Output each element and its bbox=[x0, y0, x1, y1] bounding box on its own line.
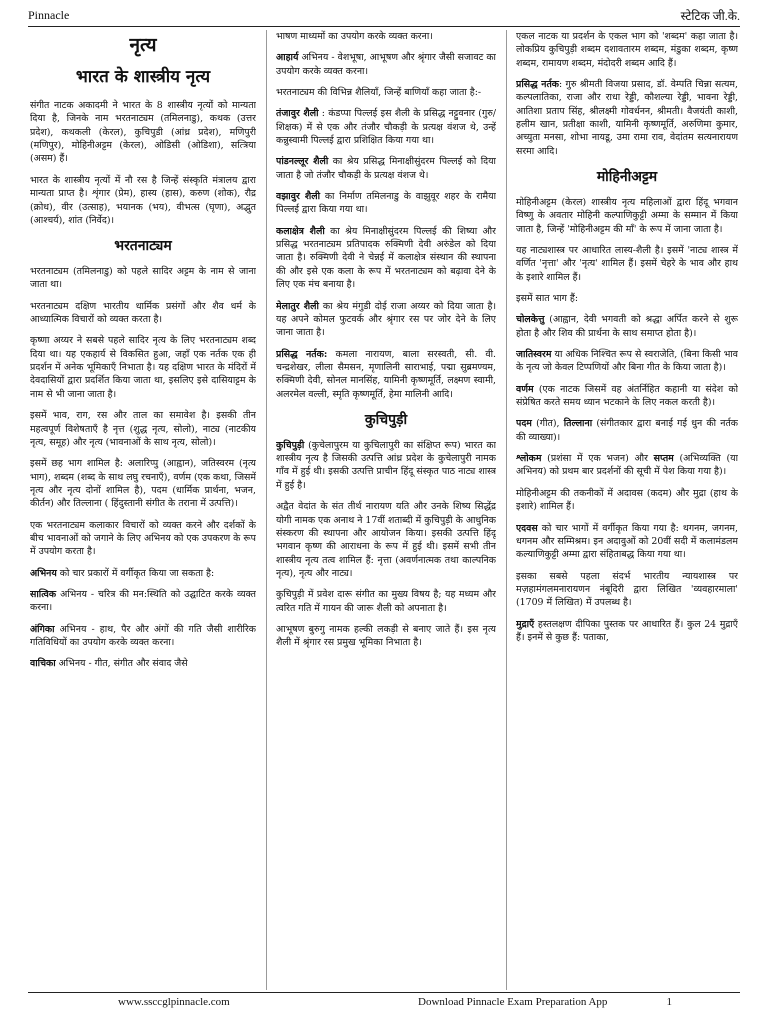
paragraph: कृष्णा अय्यर ने सबसे पहले सादिर नृत्य के लिए भरतनाट्यम शब्द दिया था। यह एकहार्य से विकसित हुआ, जहाँ एक नर्तक एक ही प्रदर्शन में अनेक भूमिकाएँ निभाता है। यह दक्षिण भारत के मंदिरों में देवदासियों द्वारा प्रदर्शित किया जाता था, इसलिए इसे दासियाट्टम के नाम से भी जाना जाता है। bbox=[30, 335, 256, 400]
paragraph bbox=[276, 51, 496, 78]
term: तंजावुर शैली bbox=[276, 108, 319, 120]
paragraph: भाषण माध्यमों का उपयोग करके व्यक्त करना। bbox=[276, 31, 433, 42]
term: अभिनय bbox=[30, 567, 57, 579]
text: (प्रशंसा में एक भजन) और bbox=[541, 453, 654, 465]
text: को चार प्रकारों में वर्गीकृत किया जा सकता है: bbox=[56, 567, 215, 579]
page-title: नृत्य bbox=[129, 34, 157, 56]
paragraph bbox=[516, 522, 738, 562]
footer-rule bbox=[28, 992, 740, 993]
term: आहार्य bbox=[276, 52, 299, 64]
text: (अभिव्यक्ति (या अभिनय) को प्रथम बार प्रदर्शनों की सूची में पेश किया गया है)। bbox=[516, 453, 738, 478]
column-divider bbox=[266, 30, 267, 990]
term: मुद्राएँ bbox=[516, 618, 535, 630]
text: का श्रेय प्रसिद्ध मिनाक्षीसुंदरम पिल्लई को दिया जाता है जो तंजौर चौकड़ी के प्रत्यक्ष वंशज थे। bbox=[276, 156, 496, 181]
paragraph bbox=[516, 618, 738, 645]
text: का श्रेय मंगुडी दोई राजा अय्यर को दिया जाता है। यह अपने कोमल फुटवर्क और श्रृंगार रस पर जोर देने के लिए जाना जाता है। bbox=[276, 300, 496, 339]
paragraph: भारत के शास्त्रीय नृत्यों में नौ रस है जिन्हें संस्कृति मंत्रालय द्वारा मान्यता प्राप्त है। शृंगार (प्रेम), हास्य (हास), करुण (शोक), रौद्र (क्रोध), वीर (उत्साह), भयानक (भय), वीभत्स (घृणा), अद्भुत (आश्चर्य), शांत (निर्वेद)। bbox=[30, 174, 256, 226]
text: अभिनय - चरित्र की मन:स्थिति को उद्घाटित करके व्यक्त करना। bbox=[30, 588, 256, 614]
text: का निर्माण तमिलनाडु के वाझुवूर शहर के रामैया पिल्लई द्वारा किया गया था। bbox=[276, 191, 496, 216]
paragraph: एक भरतनाट्यम कलाकार विचारों को व्यक्त करने और दर्शकों के बीच भावनाओं को जगाने के लिए अभिनय को एक उपकरण के रूप में उपयोग करता है। bbox=[30, 519, 256, 558]
page-number: 1 bbox=[666, 996, 672, 1008]
text: (संगीतकार द्वारा बनाई गई धुन की नर्तक की व्याख्या)। bbox=[516, 418, 738, 443]
term: चोलकेत्तु bbox=[516, 314, 545, 326]
paragraph bbox=[276, 439, 496, 492]
section-heading-mohiniyattam: मोहिनीअट्टम bbox=[596, 169, 658, 186]
term: एदवस bbox=[516, 522, 538, 534]
paragraph: इसमें सात भाग हैं: bbox=[516, 293, 579, 305]
paragraph bbox=[276, 107, 496, 147]
term: वाचिका bbox=[30, 658, 56, 670]
paragraph: संगीत नाटक अकादमी ने भारत के 8 शास्त्रीय नृत्यों को मान्यता दिया है, जिनके नाम भरतनाट्यम (तमिलनाडु), कथक (उत्तर प्रदेश), कथकली (केरल), कुचिपुडी (आंध्र प्रदेश), मणिपुरी (मणिपुर), मोहिनीअट्टम (केरल), ओडिसी (ओडिशा), सत्त्रिया (असम) हैं। bbox=[30, 100, 256, 165]
header-section: स्टेटिक जी.के. bbox=[680, 8, 740, 23]
section-heading-kuchipudi: कुचिपुड़ी bbox=[364, 411, 408, 428]
paragraph bbox=[516, 78, 738, 158]
header-rule bbox=[28, 26, 740, 27]
term: कलाक्षेत्र शैली bbox=[276, 225, 325, 237]
term: मेलातुर शैली bbox=[276, 300, 319, 312]
term: प्रसिद्ध नर्तक: bbox=[276, 348, 328, 360]
footer-website[interactable]: www.ssccglpinnacle.com bbox=[118, 996, 230, 1008]
paragraph bbox=[276, 300, 496, 340]
header-brand: Pinnacle bbox=[28, 7, 70, 22]
term: तिल्लाना bbox=[563, 418, 593, 430]
section-heading-bharatanatyam: भरतनाट्यम bbox=[114, 238, 172, 255]
term: अंगिका bbox=[30, 623, 55, 635]
text: (गीत), bbox=[531, 418, 564, 430]
text: (एक नाटक जिसमें वह अंतर्निहित कहानी या संदेश को संप्रेषित करते समय ध्यान भटकाने के लिए नकल करती है)। bbox=[516, 383, 738, 409]
paragraph bbox=[516, 313, 738, 340]
page-footer bbox=[28, 996, 740, 1012]
paragraph bbox=[30, 588, 256, 615]
text: (कुचेलापुरम या कुचिलापुरी का संक्षिप्त रूप) भारत का शास्त्रीय नृत्य है जिसकी उत्पत्ति आंध्र प्रदेश के कुचेलापुरी नामक गाँव में हुई थी। इसकी उत्पत्ति प्राचीन हिंदू संस्कृत पाठ नाट्य शास्त्र में हुई है। bbox=[276, 439, 496, 491]
paragraph bbox=[516, 348, 738, 375]
paragraph bbox=[276, 225, 496, 292]
paragraph: आभूषण बुरुगु नामक हल्की लकड़ी से बनाए जाते हैं। इस नृत्य शैली में श्रृंगार रस प्रमुख भूमिका निभाता है। bbox=[276, 623, 496, 649]
paragraph: भरतनाट्यम दक्षिण भारतीय धार्मिक प्रसंगों और शैव धर्म के आध्यात्मिक विचारों को व्यक्त करता है। bbox=[30, 300, 256, 326]
paragraph bbox=[276, 155, 496, 182]
term: पांडनल्लूर शैली bbox=[276, 156, 329, 168]
text: या अधिक निश्चित रूप से स्वराजेति, (बिना किसी भाव के नृत्य जो केवल टिप्पणियों और बिना गीत के किया जाता है)। bbox=[516, 349, 738, 374]
column-1 bbox=[30, 30, 256, 990]
paragraph: इसमें भाव, राग, रस और ताल का समावेश है। इसकी तीन महत्वपूर्ण विशेषताएँ है नृत्त (शुद्ध नृत्य, सोलो), नाट्य (नाटकीय नृत्य, समूह) और नृत्य (भावनाओं के साथ नृत्य, सोलो)। bbox=[30, 410, 256, 448]
paragraph: इसका सबसे पहला संदर्भ भारतीय न्यायशास्त्र पर मज़हामंगलमनारायणन नंबूदिरी द्वारा लिखित 'व्यवहारमाला' (1709 में लिखित) में उपलब्ध है। bbox=[516, 570, 738, 609]
text: (आह्वान, देवी भगवती को श्रद्धा अर्पित करने से शुरू होता है और शिव की प्रार्थना के साथ समाप्त होता है)। bbox=[516, 314, 738, 339]
paragraph: अद्वैत वेदांत के संत तीर्थ नारायण यति और उनके शिष्य सिद्धेंद्र योगी नामक एक अनाथ ने 17वीं शताब्दी में कुचिपुड़ी के आधुनिक संस्करण की स्थापना और आयोजन किया। इसकी उत्पत्ति हिंदू भगवान कृष्ण की आराधना के रूप में हुई थी। इसमें सभी तीन शास्त्रीय नृत्य तत्व शामिल हैं: नृत्ता (अवर्णनात्मक तथा काल्पनिक नृत्य), नृत्य और नाट्य। bbox=[276, 501, 496, 579]
text: कमला नारायण, बाला सरस्वती, सी. वी. चन्द्रशेखर, लीला सैमसन, मृणालिनी साराभाई, पद्मा सुब्रमण्यम, रुक्मिणी देवी, सोनल मानसिंह, यामिनी कृष्णमूर्ति, लक्ष्मण स्वामी, अलरमेल वल्ली, स्मृति कृष्णमूर्ति, हेमा मालिनी आदि। bbox=[276, 348, 496, 400]
term: जातिस्वरम bbox=[516, 349, 552, 361]
paragraph: भरतनाट्यम की विभिन्न शैलियाँ, जिन्हें बाणियाँ कहा जाता है:- bbox=[276, 87, 482, 99]
term: सात्विक bbox=[30, 588, 57, 600]
column-3 bbox=[516, 30, 738, 990]
paragraph: एकल नाटक या प्रदर्शन के एकल भाग को 'शब्दम' कहा जाता है। लोकप्रिय कुचिपुड़ी शब्दम दशावतारम शब्दम, मंडुका शब्दम, कृष्ण शब्दम, रामायण शब्दम, मंदोदरी शब्दम आदि हैं। bbox=[516, 31, 738, 69]
term: सप्तम bbox=[653, 453, 674, 465]
column-2 bbox=[276, 30, 496, 990]
text: का श्रेय मिनाक्षीसुंदरम पिल्लई की शिष्या और प्रसिद्ध भरतनाट्यम प्रतिपादक रुक्मिणी देवी अरुंडेल को दिया जाता है। रुक्मिणी देवी ने चेन्नई में कलाक्षेत्र संस्थान की स्थापना की और इसे एक कला के रूप में भरतनाट्यम को बढ़ावा देने के लिए एक मंच बनाया है। bbox=[276, 225, 496, 291]
term: प्रसिद्ध नर्तक bbox=[516, 79, 559, 91]
column-divider bbox=[506, 30, 507, 990]
term: श्लोकम bbox=[516, 453, 542, 465]
footer-app-promo: Download Pinnacle Exam Preparation App bbox=[418, 996, 608, 1008]
paragraph: भरतनाट्यम (तमिलनाडु) को पहले सादिर अट्टम के नाम से जाना जाता था। bbox=[30, 266, 256, 291]
text: : गुरु श्रीमती विजया प्रसाद, डॉ. वेम्पति चिन्ना सत्यम, कल्पलातिका, राजा और राधा रेड्डी, कौशल्या रेड्डी, भावना रेड्डी, आतिशा प्रताप सिंह, श्रीलक्ष्मी गोवर्धनन, श्रीमती। वैजयंती काशी, हलीम खान, प्रतीक्षा काशी, यामिनी कृष्णमूर्ति, अरुणिमा कुमार, अच्युता मनसा, शोभा नायडू, उमा रामा राव, वेदांतम सत्यनारायण सरमा आदि। bbox=[516, 79, 738, 157]
paragraph bbox=[30, 567, 256, 580]
paragraph bbox=[276, 190, 496, 217]
page-subtitle: भारत के शास्त्रीय नृत्य bbox=[75, 66, 211, 87]
term: वर्णम bbox=[516, 383, 534, 395]
text: अभिनय - हाथ, पैर और अंगों की गति जैसी शारीरिक गतिविधियों का उपयोग करके व्यक्त करना। bbox=[30, 623, 256, 648]
paragraph bbox=[276, 348, 496, 401]
paragraph: इसमें छह भाग शामिल है: अलारिप्पु (आह्वान), जतिस्वरम (नृत्य भाग), शब्दम (शब्द के साथ लघु रचनाएँ), वर्णम (एक कथा, जिसमें नृत्य और नृत्य दोनों शामिल है), पदम (धार्मिक प्रार्थना, भजन, कीर्तन) और तिल्लाना ( हिंदुस्तानी संगीत के तराना में उत्पत्ति)। bbox=[30, 458, 256, 510]
term: वझावुर शैली bbox=[276, 191, 321, 203]
paragraph bbox=[516, 417, 738, 444]
paragraph bbox=[30, 623, 256, 650]
paragraph: यह नाट्यशास्त्र पर आधारित लास्य-शैली है। इसमें 'नाट्य शास्त्र में वर्णित 'नृत्ता' और 'नृत्य' शामिल हैं। इसमें चेहरे के भाव और हाथ के इशारे शामिल हैं। bbox=[516, 245, 738, 283]
page-header bbox=[28, 6, 740, 24]
paragraph bbox=[516, 383, 738, 410]
text: हस्तलक्षण दीपिका पुस्तक पर आधारित हैं। कुल 24 मुद्राएँ हैं। इनमें से कुछ हैं: पताका, bbox=[516, 618, 738, 643]
text: अभिनय - वेशभूषा, आभूषण और श्रृंगार जैसी सजावट का उपयोग करके व्यक्त करना। bbox=[276, 52, 496, 77]
paragraph bbox=[30, 657, 256, 670]
paragraph: मोहिनीअट्टम की तकनीकों में अदावस (कदम) और मुद्रा (हाथ के इशारे) शामिल हैं। bbox=[516, 487, 738, 513]
term: कुचिपुड़ी bbox=[276, 439, 305, 451]
paragraph: कुचिपुड़ी में प्रवेश दारू संगीत का मुख्य विषय है; यह मध्यम और त्वरित गति में गायन की जारू शैली को अपनाता है। bbox=[276, 589, 496, 614]
paragraph bbox=[516, 452, 738, 479]
text: अभिनय - गीत, संगीत और संवाद जैसे bbox=[55, 658, 188, 670]
text: : कंडप्पा पिल्लई इस शैली के प्रसिद्ध नट्टुवनार (गुरु/शिक्षक) में से एक और तंजौर चौकड़ी के प्रत्यक्ष वंशज थे, उन्हें कन्नुस्वामी पिल्लई द्वारा प्रशिक्षित किया गया था। bbox=[276, 108, 496, 147]
term: पदम bbox=[516, 418, 532, 430]
text: को चार भागों में वर्गीकृत किया गया है: थगनम, जगनम, धगनम और सम्मिश्रम। इन अदावुओं को 20वीं सदी में कलामंडलम कल्याणिकुट्टी अम्मा द्वारा संहिताबद्ध किया गया था। bbox=[516, 522, 738, 561]
paragraph: मोहिनीअट्टम (केरल) शास्त्रीय नृत्य महिलाओं द्वारा हिंदू भगवान विष्णु के अवतार मोहिनी कल्पाणिकुट्टी अम्मा के सम्मान में किया जाता है, जिन्हें 'मोहिनीअट्टम की माँ' के रूप में जाना जाता है। bbox=[516, 196, 738, 235]
